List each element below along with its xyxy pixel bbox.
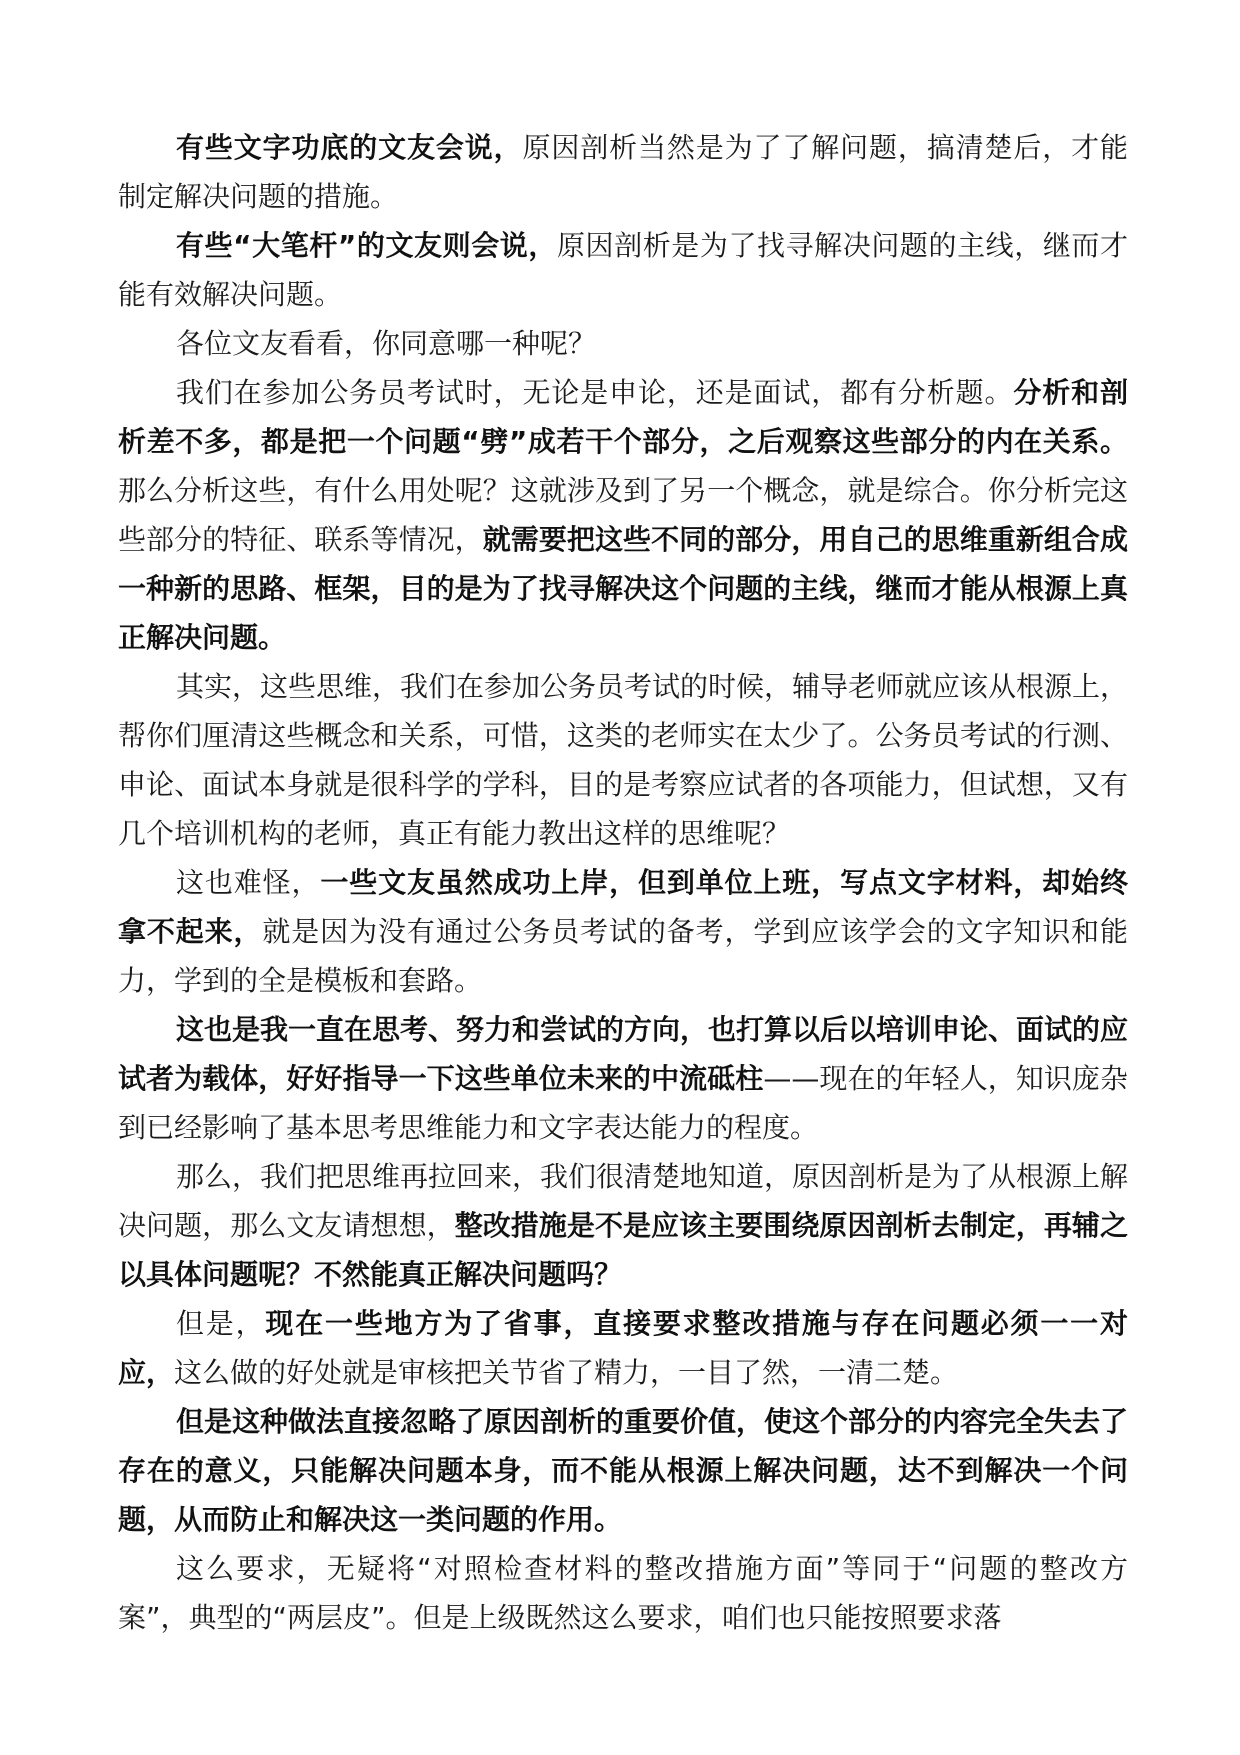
paragraph — [118, 858, 1128, 1005]
body-text: ——现在的年轻人，知识庞杂到已经影响了基本思考思维能力和文字表达能力的程度。 — [118, 1062, 1128, 1144]
bold-text: 有些文字功底的文友会说， — [176, 131, 523, 164]
paragraph — [118, 1397, 1128, 1544]
body-text: 那么，我们把思维再拉回来，我们很清楚地知道，原因剖析是为了从根源上解决问题，那么文友请想想， — [118, 1160, 1129, 1242]
bold-text: 但是这种做法直接忽略了原因剖析的重要价值，使这个部分的内容完全失去了存在的意义，只能解决问题本身，而不能从根源上解决问题，达不到解决一个问题，从而防止和解决这一类问题的作用。 — [118, 1405, 1129, 1536]
bold-text: 现在一些地方为了省事，直接要求整改措施与存在问题必须一一对应， — [118, 1307, 1128, 1389]
body-text: 原因剖析当然是为了了解问题，搞清楚后，才能制定解决问题的措施。 — [118, 131, 1128, 213]
paragraph — [118, 368, 1128, 662]
paragraph — [118, 221, 1128, 319]
bold-text: 一些文友虽然成功上岸，但到单位上班，写点文字材料，却始终拿不起来， — [118, 866, 1128, 948]
bold-text: 整改措施是不是应该主要围绕原因剖析去制定，再辅之以具体问题呢？不然能真正解决问题吗？ — [118, 1209, 1128, 1291]
document-body — [118, 123, 1128, 1642]
paragraph — [118, 1152, 1128, 1299]
paragraph — [118, 1005, 1128, 1152]
body-text: 其实，这些思维，我们在参加公务员考试的时候，辅导老师就应该从根源上，帮你们厘清这些概念和关系，可惜，这类的老师实在太少了。公务员考试的行测、申论、面试本身就是很科学的学科，目的是考察应试者的各项能力，但试想，又有几个培训机构的老师，真正有能力教出这样的思维呢？ — [118, 670, 1129, 850]
bold-text: 就需要把这些不同的部分，用自己的思维重新组合成一种新的思路、框架，目的是为了找寻解决这个问题的主线，继而才能从根源上真正解决问题。 — [118, 523, 1128, 654]
paragraph — [118, 1544, 1128, 1642]
paragraph — [118, 662, 1128, 858]
body-text: 这也难怪， — [176, 866, 321, 899]
bold-text: 分析和剖析差不多，都是把一个问题“劈”成若干个部分，之后观察这些部分的内在关系。 — [118, 376, 1128, 458]
bold-text: 这也是我一直在思考、努力和尝试的方向，也打算以后以培训申论、面试的应试者为载体，好好指导一下这些单位未来的中流砥柱 — [118, 1013, 1129, 1095]
body-text: 各位文友看看，你同意哪一种呢？ — [176, 327, 597, 360]
body-text: 这么做的好处就是审核把关节省了精力，一目了然，一清二楚。 — [174, 1356, 959, 1389]
body-text: 但是， — [176, 1307, 266, 1340]
body-text: 那么分析这些，有什么用处呢？这就涉及到了另一个概念，就是综合。你分析完这些部分的特征、联系等情况， — [118, 474, 1128, 556]
body-text: 原因剖析是为了找寻解决问题的主线，继而才能有效解决问题。 — [118, 229, 1128, 311]
bold-text: 有些“大笔杆”的文友则会说， — [176, 229, 557, 262]
body-text: 这么要求，无疑将“对照检查材料的整改措施方面”等同于“问题的整改方案”，典型的“两层皮”。但是上级既然这么要求，咱们也只能按照要求落 — [118, 1552, 1128, 1634]
paragraph — [118, 319, 1128, 368]
body-text: 我们在参加公务员考试时，无论是申论，还是面试，都有分析题。 — [176, 376, 1014, 409]
body-text: 就是因为没有通过公务员考试的备考，学到应该学会的文字知识和能力，学到的全是模板和套路。 — [118, 915, 1128, 997]
paragraph — [118, 1299, 1128, 1397]
paragraph — [118, 123, 1128, 221]
